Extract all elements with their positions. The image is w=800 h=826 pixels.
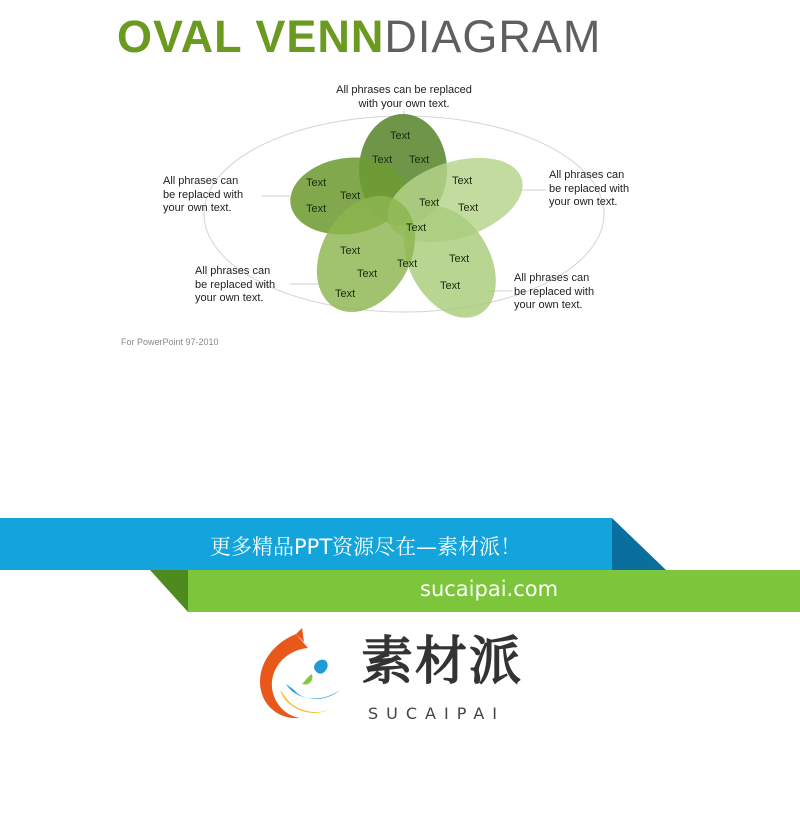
footer-note: For PowerPoint 97-2010 <box>121 337 219 347</box>
callout-line: your own text. <box>514 299 583 311</box>
title-part-1: OVAL VENN <box>117 11 385 62</box>
petal-label: Text <box>419 197 440 209</box>
callout-line: All phrases can <box>549 169 625 181</box>
callout-top <box>318 84 490 111</box>
callout-right <box>549 169 629 210</box>
fox-swirl-logo-icon <box>256 628 356 728</box>
title-part-2: DIAGRAM <box>384 11 602 62</box>
petal-label: Text <box>440 280 461 292</box>
banner-blue-fold <box>612 518 666 570</box>
callout-line: be replaced with <box>195 278 276 291</box>
callout-line: All phrases can <box>514 272 590 284</box>
callout-line: be replaced with <box>514 285 595 298</box>
oval-venn-diagram <box>0 0 800 360</box>
petal-label: Text <box>335 288 356 300</box>
callout-line: your own text. <box>195 292 264 304</box>
petal-label: Text <box>306 177 327 189</box>
petal-label: Text <box>458 202 479 214</box>
petal-label: Text <box>406 222 427 234</box>
callout-line: your own text. <box>163 202 232 214</box>
petal-label: Text <box>372 154 393 166</box>
callout-line: All phrases can <box>163 175 239 187</box>
petal-label: Text <box>340 245 361 257</box>
petal-label: Text <box>306 203 327 215</box>
callout-line: All phrases can be replaced <box>336 84 472 96</box>
banner-green-fold <box>150 570 188 612</box>
callout-line: with your own text. <box>358 97 450 110</box>
website-link[interactable]: sucaipai.com <box>420 577 559 601</box>
banner-blue-text: 更多精品PPT资源尽在—素材派！ <box>210 535 522 559</box>
petal-label: Text <box>390 130 411 142</box>
petal-label: Text <box>449 253 470 265</box>
logo-english-text: SUCAIPAI <box>368 704 505 723</box>
callout-bottom-left <box>195 265 275 306</box>
callout-line: be replaced with <box>163 188 244 201</box>
logo-chinese-text: 素材派 <box>361 632 524 692</box>
petal-label: Text <box>409 154 430 166</box>
callout-line: All phrases can <box>195 265 271 277</box>
petal-label: Text <box>340 190 361 202</box>
petal-label: Text <box>357 268 378 280</box>
petal-label: Text <box>397 258 418 270</box>
callout-left <box>163 175 243 216</box>
callout-line: your own text. <box>549 196 618 208</box>
callout-line: be replaced with <box>549 182 630 195</box>
petal-label: Text <box>452 175 473 187</box>
callout-bottom-right <box>514 272 594 313</box>
